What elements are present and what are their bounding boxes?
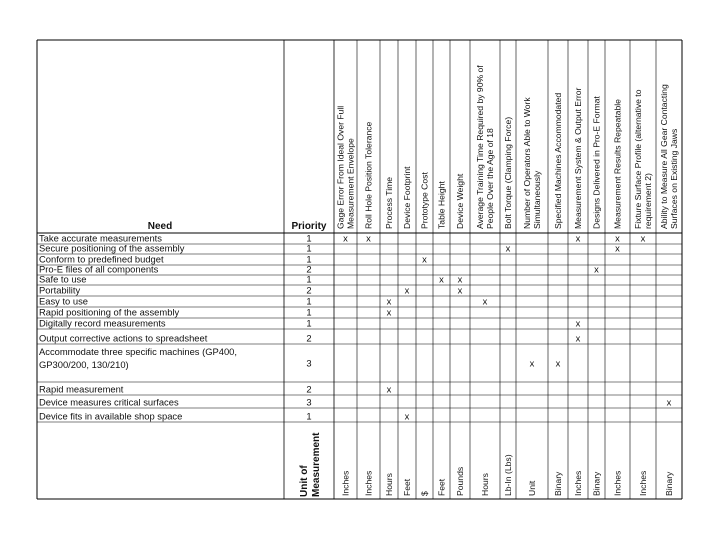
requirement-mark: x xyxy=(615,232,620,244)
need-header: Need xyxy=(147,221,173,232)
need-label: GP300/200, 130/210) xyxy=(39,359,129,370)
need-label: Take accurate measurements xyxy=(39,232,162,244)
metric-header: Table Height xyxy=(436,181,447,229)
requirement-mark: x xyxy=(575,232,581,244)
metric-header: requirement 2) xyxy=(643,173,653,229)
requirement-mark: x xyxy=(386,383,392,395)
requirement-mark: x xyxy=(457,284,463,296)
requirement-mark: x xyxy=(594,263,599,275)
metric-header: Ability to Measure All Gear Contacting xyxy=(659,84,669,229)
metric-header: Device Weight xyxy=(455,173,465,229)
unit-value: Inches xyxy=(340,470,351,496)
need-label: Rapid measurement xyxy=(39,383,124,395)
priority-value: 2 xyxy=(306,284,312,296)
priority-value: 3 xyxy=(306,357,312,369)
metric-header: People Over the Age of 18 xyxy=(485,128,495,229)
need-label: Digitally record measurements xyxy=(39,317,166,329)
need-label: Rapid positioning of the assembly xyxy=(39,306,180,318)
unit-value: Feet xyxy=(436,478,447,496)
need-label: Safe to use xyxy=(39,273,87,285)
requirement-mark: x xyxy=(343,232,348,244)
unit-value: Unit xyxy=(527,480,537,496)
unit-value: Inches xyxy=(363,470,374,496)
priority-value: 1 xyxy=(306,410,312,422)
requirement-mark: x xyxy=(575,332,581,344)
metric-header: Fixture Surface Profile (alternative to xyxy=(633,89,643,229)
unit-value: Binary xyxy=(591,471,602,496)
requirement-mark: x xyxy=(386,306,392,318)
need-label: Secure positioning of the assembly xyxy=(39,242,185,254)
metric-header: Simultaneously xyxy=(532,170,542,229)
metric-header: Designs Delivered in Pro-E Format xyxy=(591,96,602,229)
unit-value: Feet xyxy=(402,478,412,496)
need-label: Device fits in available shop space xyxy=(39,410,183,422)
metric-header: Bolt Torque (Clamping Force) xyxy=(503,116,513,229)
unit-value: Inches xyxy=(573,470,583,496)
requirement-mark: x xyxy=(575,317,581,329)
metric-header: Surfaces on Existing Jaws xyxy=(669,128,679,229)
priority-value: 1 xyxy=(306,232,312,244)
metric-header: Gage Error From Ideal Over Full xyxy=(335,105,346,229)
priority-value: 1 xyxy=(306,306,312,318)
requirement-mark: x xyxy=(404,284,410,296)
requirement-mark: x xyxy=(615,242,620,254)
priority-value: 2 xyxy=(306,332,312,344)
unit-label: Unit of xyxy=(299,465,310,497)
requirement-mark: x xyxy=(555,357,561,369)
requirement-mark: x xyxy=(505,242,511,254)
need-label: Conform to predefined budget xyxy=(39,253,164,265)
unit-value: Hours xyxy=(480,473,490,496)
unit-value: $ xyxy=(419,491,430,496)
priority-value: 2 xyxy=(306,263,312,275)
metric-header: Process Time xyxy=(384,176,394,229)
priority-value: 1 xyxy=(306,273,312,285)
need-label: Easy to use xyxy=(39,295,88,307)
metric-header: Measurement Results Repeatable xyxy=(612,99,623,229)
requirement-mark: x xyxy=(529,357,535,369)
requirement-mark: x xyxy=(404,410,410,422)
unit-value: Binary xyxy=(664,471,674,496)
metric-header: Prototype Cost xyxy=(419,172,430,229)
metric-header: Average Training Time Required by 90% of xyxy=(475,65,485,229)
unit-value: Inches xyxy=(612,470,623,496)
unit-value: Hours xyxy=(384,473,394,496)
need-label: Device measures critical surfaces xyxy=(39,396,179,408)
table-text xyxy=(39,65,679,497)
unit-value: Pounds xyxy=(455,466,465,496)
requirement-mark: x xyxy=(640,232,646,244)
requirement-mark: x xyxy=(666,396,672,408)
metric-header: Measurement Envelope xyxy=(345,138,356,229)
unit-value: Binary xyxy=(553,471,563,496)
priority-value: 1 xyxy=(306,317,312,329)
need-label: Pro-E files of all components xyxy=(39,263,159,275)
requirement-mark: x xyxy=(457,273,463,285)
need-label: Portability xyxy=(39,284,81,296)
metric-header: Number of Operators Able to Work xyxy=(522,97,532,229)
need-label: Output corrective actions to spreadsheet xyxy=(39,332,208,344)
need-label: Accommodate three specific machines (GP400, xyxy=(39,346,238,357)
requirement-mark: x xyxy=(366,232,371,244)
priority-value: 1 xyxy=(306,242,312,254)
requirement-mark: x xyxy=(386,295,392,307)
priority-value: 1 xyxy=(306,253,312,265)
unit-value: Inches xyxy=(638,470,648,496)
metric-header: Specified Machines Accommodated xyxy=(553,92,563,229)
metric-header: Device Footprint xyxy=(402,166,412,229)
requirement-mark: x xyxy=(439,273,444,285)
priority-value: 2 xyxy=(306,383,312,395)
requirement-mark: x xyxy=(422,253,427,265)
priority-value: 1 xyxy=(306,295,312,307)
requirement-mark: x xyxy=(482,295,488,307)
unit-value: Lb-In (Lbs) xyxy=(503,454,513,496)
unit-label: Measurement xyxy=(311,432,322,497)
priority-header: Priority xyxy=(291,221,327,232)
metric-header: Roll Hole Position Tolerance xyxy=(363,121,374,229)
priority-value: 3 xyxy=(306,396,312,408)
metric-header: Measurement System & Output Error xyxy=(573,87,583,229)
